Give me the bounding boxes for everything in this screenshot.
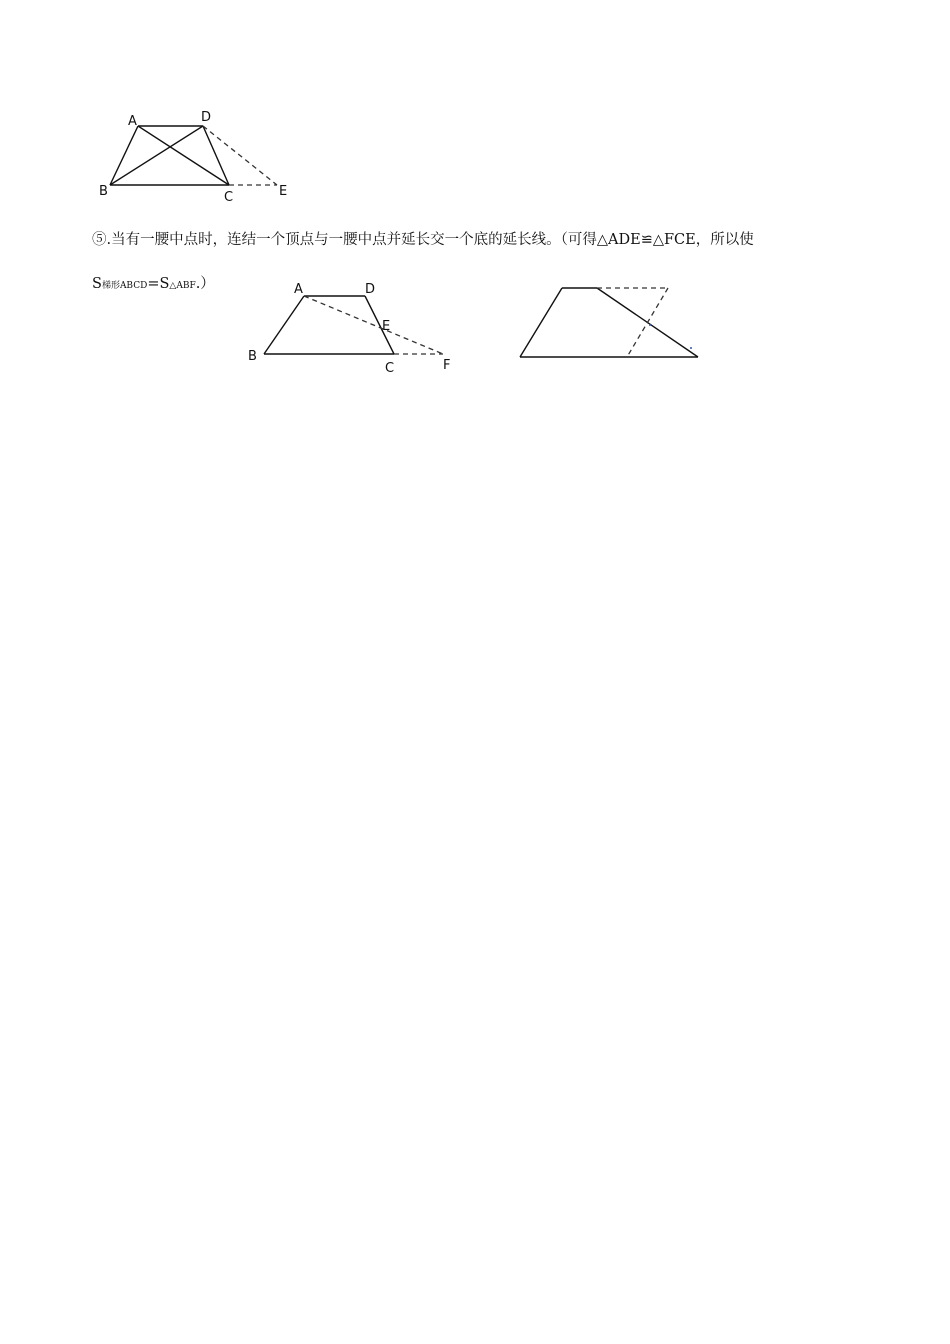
point-mark	[649, 324, 651, 326]
figure-midpoint-extension	[240, 275, 470, 380]
closing-text: .）	[195, 276, 215, 292]
item-5-line-1: ⑤.当有一腰中点时，连结一个顶点与一腰中点并延长交一个底的延长线。（可得△ADE≌△FCE，所以使	[92, 232, 754, 248]
area-subscript-trapezoid: 梯形ABCD	[101, 281, 148, 291]
label-e: E	[279, 184, 288, 199]
equals-area: =S	[147, 276, 170, 292]
figure-trapezoid-diagonals	[90, 100, 310, 210]
point-mark	[690, 347, 692, 349]
label-f: F	[443, 358, 451, 373]
dashed-af	[304, 296, 443, 354]
label-e: E	[382, 319, 391, 334]
label-a: A	[294, 282, 303, 297]
label-b: B	[248, 349, 257, 364]
figure-unlabeled-trapezoid	[510, 280, 710, 370]
label-c: C	[224, 190, 234, 205]
area-subscript-triangle: △ABF	[169, 281, 196, 291]
label-d: D	[201, 110, 212, 125]
label-d: D	[365, 282, 376, 297]
label-a: A	[128, 114, 137, 129]
label-c: C	[385, 361, 395, 376]
area-symbol: S	[92, 276, 102, 292]
label-b: B	[99, 184, 108, 199]
dashed-parallel-side	[627, 288, 668, 357]
side-left	[520, 288, 562, 357]
item-5-line-2	[92, 274, 215, 296]
side-ab	[264, 296, 304, 354]
